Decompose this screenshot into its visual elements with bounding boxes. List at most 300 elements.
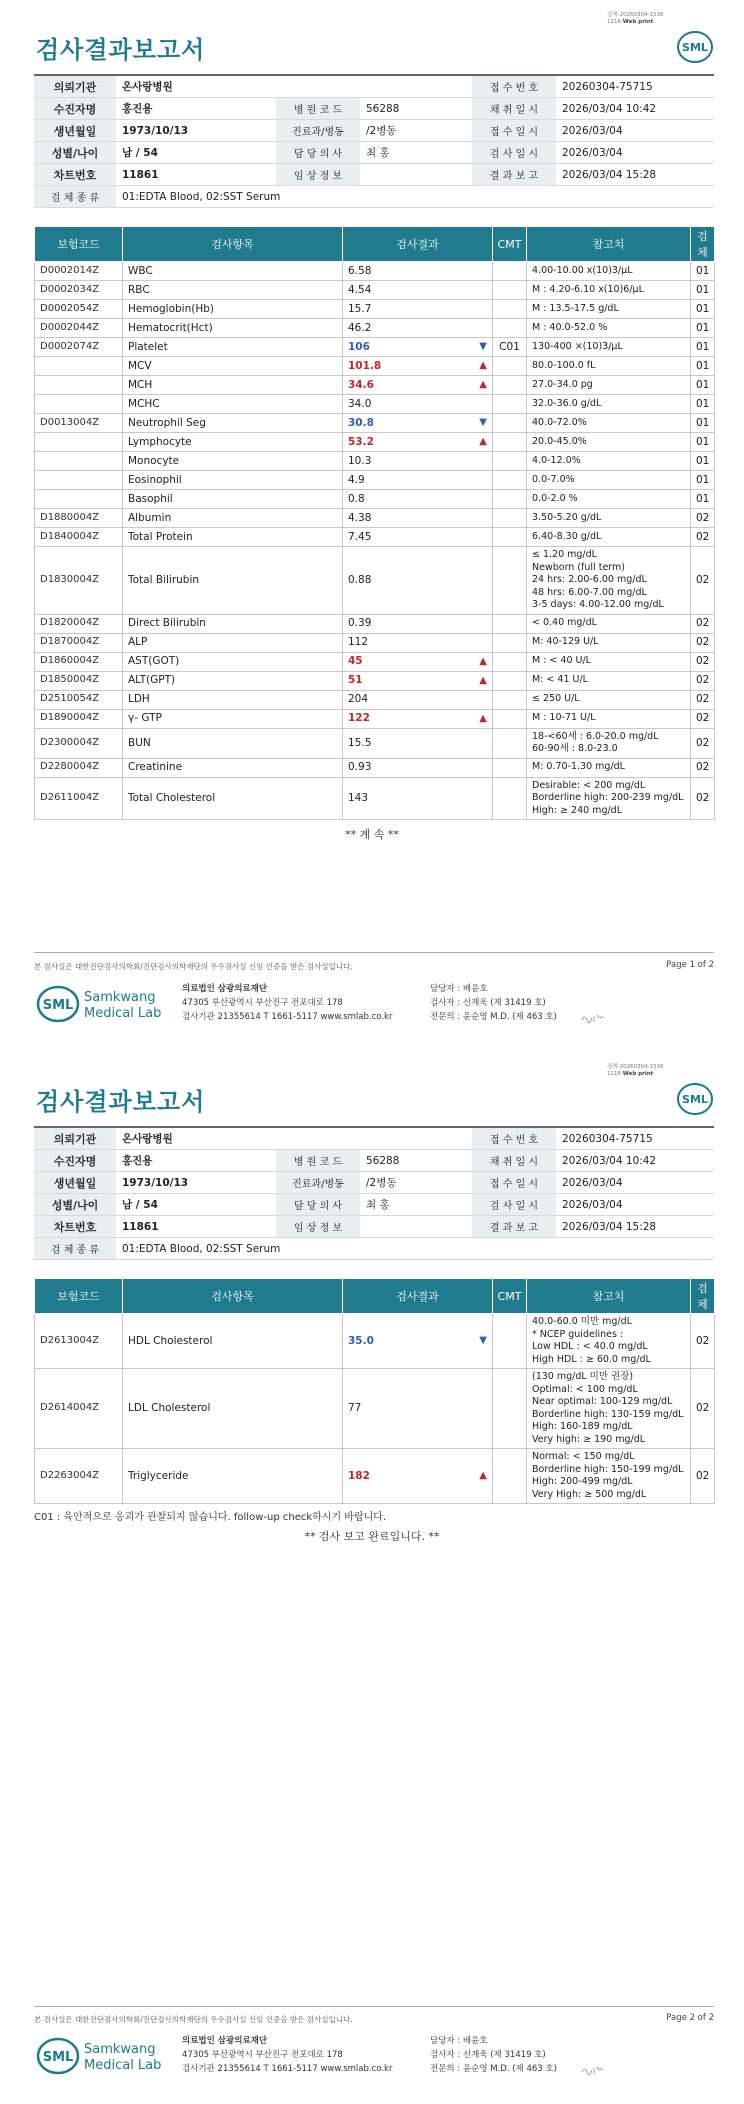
insurance-code: D2263004Z: [35, 1449, 123, 1504]
chart-value: 11861: [116, 1216, 276, 1238]
result-value: 7.45: [348, 530, 372, 543]
page-number: Page 1 of 2: [666, 960, 714, 970]
column-header: 보험코드: [35, 1279, 123, 1314]
cmt-code: [493, 452, 527, 471]
chart-value: 11861: [116, 164, 276, 186]
test-name: Lymphocyte: [123, 433, 343, 452]
test-result: [343, 777, 493, 820]
specimen-code: 01: [691, 357, 715, 376]
lab-address: 의료법인 삼광의료재단 47305 부산광역시 부산진구 전포대로 178 검사기관 21355614 T 1661-5117 www.smlab.co.kr: [182, 2036, 393, 2074]
high-flag-icon: ▲: [479, 712, 487, 724]
result-value: 4.38: [348, 511, 372, 524]
test-name: AST(GOT): [123, 652, 343, 671]
reference-range: [527, 395, 691, 414]
svg-text:Medical Lab: Medical Lab: [84, 1006, 162, 1021]
cmt-code: [493, 709, 527, 728]
reference-line: M : 40.0-52.0 %: [532, 321, 608, 333]
result-value: 6.58: [348, 264, 372, 277]
reception-date-value: 2026/03/04: [556, 1172, 714, 1194]
test-result: [343, 652, 493, 671]
signature-icon: [580, 2064, 606, 2076]
specimen-code: 02: [691, 547, 715, 615]
sml-logo-icon: [676, 30, 714, 64]
table-row: [35, 652, 715, 671]
specimen-code: 01: [691, 395, 715, 414]
cmt-comment: C01 : 육안적으로 응괴가 관찰되지 않습니다. follow-up check하시기 바랍니다.: [34, 1512, 387, 1523]
table-row: [35, 395, 715, 414]
doctor-value: 최 홍: [360, 1194, 472, 1216]
result-value: 112: [348, 636, 369, 649]
sml-logo-icon: [676, 1082, 714, 1116]
reference-line: Normal: < 150 mg/dL: [532, 1451, 635, 1462]
test-result: [343, 281, 493, 300]
result-value: 122: [348, 712, 370, 725]
page-number: Page 2 of 2: [666, 2013, 714, 2023]
hospital-code-value: 56288: [360, 98, 472, 120]
high-flag-icon: ▲: [479, 674, 487, 686]
reference-range: [527, 338, 691, 357]
institution-value: 온사랑병원: [116, 1127, 472, 1150]
specimen-code: 01: [691, 490, 715, 509]
specimen-value: 01:EDTA Blood, 02:SST Serum: [116, 186, 714, 208]
reference-line: Very High: ≥ 500 mg/dL: [532, 1488, 647, 1500]
result-value: 0.8: [348, 492, 365, 505]
test-result: [343, 614, 493, 633]
table-row: [35, 633, 715, 652]
reference-line: 3-5 days: 4.00-12.00 mg/dL: [532, 599, 664, 610]
test-name: γ- GTP: [123, 709, 343, 728]
result-value: 53.2: [348, 435, 374, 448]
test-name: Neutrophil Seg: [123, 414, 343, 433]
reference-line: 40.0-72.0%: [532, 416, 587, 428]
reference-line: Optimal: < 100 mg/dL: [532, 1383, 638, 1395]
insurance-code: D2613004Z: [35, 1314, 123, 1369]
patient-info-table: 의뢰기관 온사랑병원 접 수 번 호 20260304-75715 수진자명 홍진용 병 원 코 드 56288 채 취 일 시 2026/03/04 10:42 생년월일 1973/10/13 진료과/병동 /2병동 접 수 일 시 2026/03/04 성별/나이 남 / 54 담 당 의 사 최 홍 검 사 일 시 2026/03/04 차트번호 11861 임 상 정 보 결 과 보 고 2026/03/04 15:28 검 체 종 류 01:EDTA Blood, 02:SST Serum: [34, 1126, 714, 1260]
test-result: [343, 1449, 493, 1504]
test-result: [343, 319, 493, 338]
report-date-value: 2026/03/04 15:28: [556, 1216, 714, 1238]
reference-line: High: 160-189 mg/dL: [532, 1421, 633, 1432]
test-name: MCHC: [123, 395, 343, 414]
reference-line: High: ≥ 240 mg/dL: [532, 804, 622, 816]
column-header: 검체: [691, 1279, 715, 1314]
samkwang-logo-icon: [36, 982, 166, 1026]
reception-no-value: 20260304-75715: [556, 1127, 714, 1150]
svg-text:SML: SML: [682, 1093, 708, 1106]
insurance-code: D1880004Z: [35, 509, 123, 528]
test-result: [343, 357, 493, 376]
column-header: 검사항목: [123, 227, 343, 262]
insurance-code: D1870004Z: [35, 633, 123, 652]
table-row: [35, 338, 715, 357]
reference-range: [527, 690, 691, 709]
reference-line: 60-90세 : 8.0-23.0: [532, 743, 618, 754]
insurance-code: [35, 452, 123, 471]
reference-range: [527, 547, 691, 615]
cmt-code: [493, 1449, 527, 1504]
cmt-code: [493, 433, 527, 452]
table-row: [35, 1314, 715, 1369]
table-row: [35, 471, 715, 490]
result-value: 4.54: [348, 283, 372, 296]
result-value: 51: [348, 674, 363, 687]
test-name: Direct Bilirubin: [123, 614, 343, 633]
insurance-code: D1850004Z: [35, 671, 123, 690]
cmt-code: [493, 414, 527, 433]
report-page-2: [0, 1052, 744, 2104]
report-title: 검사결과보고서: [36, 36, 206, 64]
insurance-code: D0002034Z: [35, 281, 123, 300]
specimen-value: 01:EDTA Blood, 02:SST Serum: [116, 1238, 714, 1260]
cmt-code: [493, 652, 527, 671]
reference-line: Low HDL : < 40.0 mg/dL: [532, 1341, 648, 1352]
reference-range: [527, 652, 691, 671]
institution-value: 온사랑병원: [116, 75, 472, 98]
table-row: [35, 319, 715, 338]
table-row: [35, 777, 715, 820]
reference-line: M: 40-129 U/L: [532, 636, 599, 648]
reception-date-value: 2026/03/04: [556, 120, 714, 142]
cmt-code: [493, 319, 527, 338]
specimen-code: 02: [691, 528, 715, 547]
cmt-code: [493, 395, 527, 414]
insurance-code: D1890004Z: [35, 709, 123, 728]
reference-line: M : 4.20-6.10 x(10)6/μL: [532, 283, 644, 295]
insurance-code: D0002054Z: [35, 300, 123, 319]
doctor-value: 최 홍: [360, 142, 472, 164]
birth-value: 1973/10/13: [116, 1172, 276, 1194]
test-result: [343, 490, 493, 509]
insurance-code: D1840004Z: [35, 528, 123, 547]
patient-info-table: 의뢰기관 온사랑병원 접 수 번 호 20260304-75715 수진자명 홍진용 병 원 코 드 56288 채 취 일 시 2026/03/04 10:42 생년월일 1973/10/13 진료과/병동 /2병동 접 수 일 시 2026/03/04 성별/나이 남 / 54 담 당 의 사 최 홍 검 사 일 시 2026/03/04 차트번호 11861 임 상 정 보 결 과 보 고 2026/03/04 15:28 검 체 종 류 01:EDTA Blood, 02:SST Serum: [34, 74, 714, 208]
insurance-code: D1830004Z: [35, 547, 123, 615]
reference-range: [527, 1369, 691, 1449]
test-name: Total Cholesterol: [123, 777, 343, 820]
specimen-code: 02: [691, 690, 715, 709]
birth-value: 1973/10/13: [116, 120, 276, 142]
test-name: WBC: [123, 262, 343, 281]
insurance-code: [35, 490, 123, 509]
result-value: 34.0: [348, 397, 372, 410]
test-result: [343, 709, 493, 728]
reference-range: [527, 728, 691, 758]
specimen-code: 02: [691, 709, 715, 728]
collection-date-value: 2026/03/04 10:42: [556, 98, 714, 120]
reference-range: [527, 1314, 691, 1369]
specimen-code: 01: [691, 319, 715, 338]
table-row: [35, 728, 715, 758]
insurance-code: [35, 395, 123, 414]
table-row: [35, 300, 715, 319]
test-result: [343, 395, 493, 414]
test-name: LDH: [123, 690, 343, 709]
dept-value: /2병동: [360, 1172, 472, 1194]
reference-range: [527, 281, 691, 300]
results-header: [35, 227, 715, 262]
reference-line: 20.0-45.0%: [532, 435, 587, 447]
result-value: 4.9: [348, 473, 365, 486]
test-name: Triglyceride: [123, 1449, 343, 1504]
results-header: [35, 1279, 715, 1314]
reference-line: Near optimal: 100-129 mg/dL: [532, 1396, 673, 1407]
test-name: MCV: [123, 357, 343, 376]
reference-line: Newborn (full term): [532, 561, 625, 573]
insurance-code: D0002014Z: [35, 262, 123, 281]
signature-icon: [580, 1012, 606, 1024]
column-header: CMT: [493, 1279, 527, 1314]
reference-line: M: < 41 U/L: [532, 674, 588, 686]
svg-text:Samkwang: Samkwang: [84, 990, 156, 1005]
reference-line: 27.0-34.0 pg: [532, 378, 593, 390]
result-value: 0.39: [348, 617, 372, 630]
reference-line: 80.0-100.0 fL: [532, 359, 596, 371]
reference-line: M : 10-71 U/L: [532, 712, 596, 724]
table-row: [35, 376, 715, 395]
insurance-code: D2300004Z: [35, 728, 123, 758]
test-result: [343, 758, 493, 777]
test-result: [343, 338, 493, 357]
table-row: [35, 709, 715, 728]
continued-note: ** 계 속 **: [345, 828, 399, 841]
specimen-code: 01: [691, 376, 715, 395]
reference-line: (130 mg/dL 미만 권장): [532, 1371, 634, 1382]
high-flag-icon: ▲: [479, 1470, 487, 1481]
reference-line: 6.40-8.30 g/dL: [532, 530, 602, 542]
specimen-code: 02: [691, 633, 715, 652]
reference-line: Borderline high: 150-199 mg/dL: [532, 1463, 684, 1475]
table-row: [35, 262, 715, 281]
reference-line: * NCEP guidelines :: [532, 1328, 624, 1340]
test-name: LDL Cholesterol: [123, 1369, 343, 1449]
reference-line: M: 0.70-1.30 mg/dL: [532, 761, 625, 773]
patient-value: 홍진용: [116, 1150, 276, 1172]
test-name: RBC: [123, 281, 343, 300]
cmt-code: [493, 262, 527, 281]
reference-line: < 0.40 mg/dL: [532, 617, 597, 629]
cmt-code: [493, 671, 527, 690]
svg-text:Samkwang: Samkwang: [84, 2042, 156, 2057]
lab-address: 의료법인 삼광의료재단 47305 부산광역시 부산진구 전포대로 178 검사기관 21355614 T 1661-5117 www.smlab.co.kr: [182, 984, 393, 1022]
certification-note: 본 검사실은 대한진단검사의학회/진단검사의학재단의 우수검사실 신임 인증을 받은 검사실입니다.: [34, 2015, 353, 2024]
reference-line: ≤ 1.20 mg/dL: [532, 549, 597, 560]
reference-line: M : 13.5-17.5 g/dL: [532, 302, 619, 314]
reference-range: [527, 433, 691, 452]
table-row: [35, 490, 715, 509]
results-table-page2: [34, 1278, 715, 1504]
test-date-value: 2026/03/04: [556, 1194, 714, 1216]
cmt-code: [493, 300, 527, 319]
test-result: [343, 728, 493, 758]
reference-line: 3.50-5.20 g/dL: [532, 511, 602, 523]
low-flag-icon: ▼: [479, 1335, 487, 1346]
insurance-code: D1820004Z: [35, 614, 123, 633]
column-header: 참고치: [527, 227, 691, 262]
cmt-code: [493, 357, 527, 376]
specimen-code: 02: [691, 509, 715, 528]
specimen-code: 02: [691, 728, 715, 758]
result-value: 15.7: [348, 302, 372, 315]
samkwang-logo-icon: [36, 2034, 166, 2078]
collection-date-value: 2026/03/04 10:42: [556, 1150, 714, 1172]
cmt-code: C01: [493, 338, 527, 357]
cmt-code: [493, 1314, 527, 1369]
test-name: Basophil: [123, 490, 343, 509]
column-header: 검체: [691, 227, 715, 262]
report-title: 검사결과보고서: [36, 1088, 206, 1116]
test-name: Platelet: [123, 338, 343, 357]
specimen-code: 02: [691, 1369, 715, 1449]
svg-text:SML: SML: [42, 998, 74, 1013]
high-flag-icon: ▲: [479, 379, 487, 390]
result-value: 101.8: [348, 359, 382, 372]
test-result: [343, 471, 493, 490]
reference-line: M : < 40 U/L: [532, 655, 591, 667]
test-result: [343, 452, 493, 471]
insurance-code: D0002044Z: [35, 319, 123, 338]
table-row: [35, 547, 715, 615]
result-value: 204: [348, 693, 369, 706]
column-header: 보험코드: [35, 227, 123, 262]
insurance-code: [35, 357, 123, 376]
test-result: [343, 414, 493, 433]
patient-value: 홍진용: [116, 98, 276, 120]
cmt-code: [493, 728, 527, 758]
reference-range: [527, 414, 691, 433]
test-result: [343, 433, 493, 452]
cmt-code: [493, 376, 527, 395]
cmt-code: [493, 758, 527, 777]
reference-line: 40.0-60.0 미만 mg/dL: [532, 1316, 632, 1327]
cmt-code: [493, 281, 527, 300]
test-date-value: 2026/03/04: [556, 142, 714, 164]
reference-line: Desirable: < 200 mg/dL: [532, 779, 646, 791]
specimen-code: 02: [691, 758, 715, 777]
reference-line: 0.0-2.0 %: [532, 492, 578, 504]
table-row: [35, 528, 715, 547]
cmt-code: [493, 471, 527, 490]
test-result: [343, 1314, 493, 1369]
specimen-code: 01: [691, 433, 715, 452]
cmt-code: [493, 547, 527, 615]
cmt-code: [493, 633, 527, 652]
reference-range: [527, 509, 691, 528]
reference-range: [527, 490, 691, 509]
cmt-code: [493, 777, 527, 820]
test-name: ALT(GPT): [123, 671, 343, 690]
reference-line: 4.00-10.00 x(10)3/μL: [532, 264, 633, 276]
result-value: 46.2: [348, 321, 372, 334]
table-row: [35, 452, 715, 471]
column-header: CMT: [493, 227, 527, 262]
reference-range: [527, 777, 691, 820]
insurance-code: D0013004Z: [35, 414, 123, 433]
test-name: MCH: [123, 376, 343, 395]
cmt-code: [493, 528, 527, 547]
insurance-code: D2614004Z: [35, 1369, 123, 1449]
reference-line: Borderline high: 200-239 mg/dL: [532, 792, 684, 803]
cmt-code: [493, 690, 527, 709]
test-name: Total Protein: [123, 528, 343, 547]
result-value: 10.3: [348, 454, 372, 467]
insurance-code: [35, 471, 123, 490]
specimen-code: 01: [691, 471, 715, 490]
specimen-code: 02: [691, 652, 715, 671]
result-value: 182: [348, 1469, 370, 1482]
report-complete-note: ** 검사 보고 완료입니다. **: [304, 1530, 440, 1543]
reference-line: High: 200-499 mg/dL: [532, 1476, 633, 1487]
reference-range: [527, 709, 691, 728]
insurance-code: D2280004Z: [35, 758, 123, 777]
specimen-code: 01: [691, 414, 715, 433]
result-value: 30.8: [348, 416, 374, 429]
reference-range: [527, 319, 691, 338]
hospital-code-value: 56288: [360, 1150, 472, 1172]
table-row: [35, 357, 715, 376]
specimen-code: 02: [691, 1314, 715, 1369]
lab-staff: 담당자 : 배윤호 검사자 : 신재욱 (제 31419 호) 전문의 : 윤순영 M.D. (제 463 호): [430, 2036, 557, 2074]
dept-value: /2병동: [360, 120, 472, 142]
report-date-value: 2026/03/04 15:28: [556, 164, 714, 186]
test-result: [343, 262, 493, 281]
reference-line: 48 hrs: 6.00-7.00 mg/dL: [532, 586, 647, 598]
reference-range: [527, 528, 691, 547]
result-value: 0.88: [348, 574, 372, 586]
result-value: 77: [348, 1402, 362, 1415]
low-flag-icon: ▼: [479, 341, 487, 352]
reference-range: [527, 300, 691, 319]
specimen-code: 02: [691, 671, 715, 690]
test-name: HDL Cholesterol: [123, 1314, 343, 1369]
reference-line: 24 hrs: 2.00-6.00 mg/dL: [532, 574, 647, 585]
table-row: [35, 671, 715, 690]
reference-range: [527, 671, 691, 690]
insurance-code: D0002074Z: [35, 338, 123, 357]
insurance-code: [35, 376, 123, 395]
specimen-code: 02: [691, 777, 715, 820]
test-name: BUN: [123, 728, 343, 758]
table-row: [35, 614, 715, 633]
reference-line: 4.0-12.0%: [532, 454, 581, 466]
print-stamp: 검체-20260304-1536 1216 Web print: [607, 12, 664, 25]
cmt-code: [493, 509, 527, 528]
insurance-code: [35, 433, 123, 452]
test-result: [343, 547, 493, 615]
table-row: [35, 758, 715, 777]
test-result: [343, 671, 493, 690]
reference-range: [527, 633, 691, 652]
test-result: [343, 376, 493, 395]
test-result: [343, 633, 493, 652]
reference-line: 32.0-36.0 g/dL: [532, 397, 602, 409]
table-row: [35, 690, 715, 709]
reference-line: ≤ 250 U/L: [532, 693, 580, 705]
high-flag-icon: ▲: [479, 655, 487, 667]
result-value: 15.5: [348, 736, 372, 749]
specimen-code: 01: [691, 281, 715, 300]
test-name: Albumin: [123, 509, 343, 528]
result-value: 0.93: [348, 761, 372, 774]
specimen-code: 01: [691, 338, 715, 357]
test-name: Total Bilirubin: [123, 547, 343, 615]
reference-line: 18-<60세 : 6.0-20.0 mg/dL: [532, 730, 659, 742]
specimen-code: 02: [691, 614, 715, 633]
results-table-page1: [34, 226, 715, 820]
reference-range: [527, 452, 691, 471]
specimen-code: 01: [691, 300, 715, 319]
result-value: 106: [348, 340, 370, 353]
table-row: [35, 414, 715, 433]
svg-text:SML: SML: [42, 2050, 74, 2065]
